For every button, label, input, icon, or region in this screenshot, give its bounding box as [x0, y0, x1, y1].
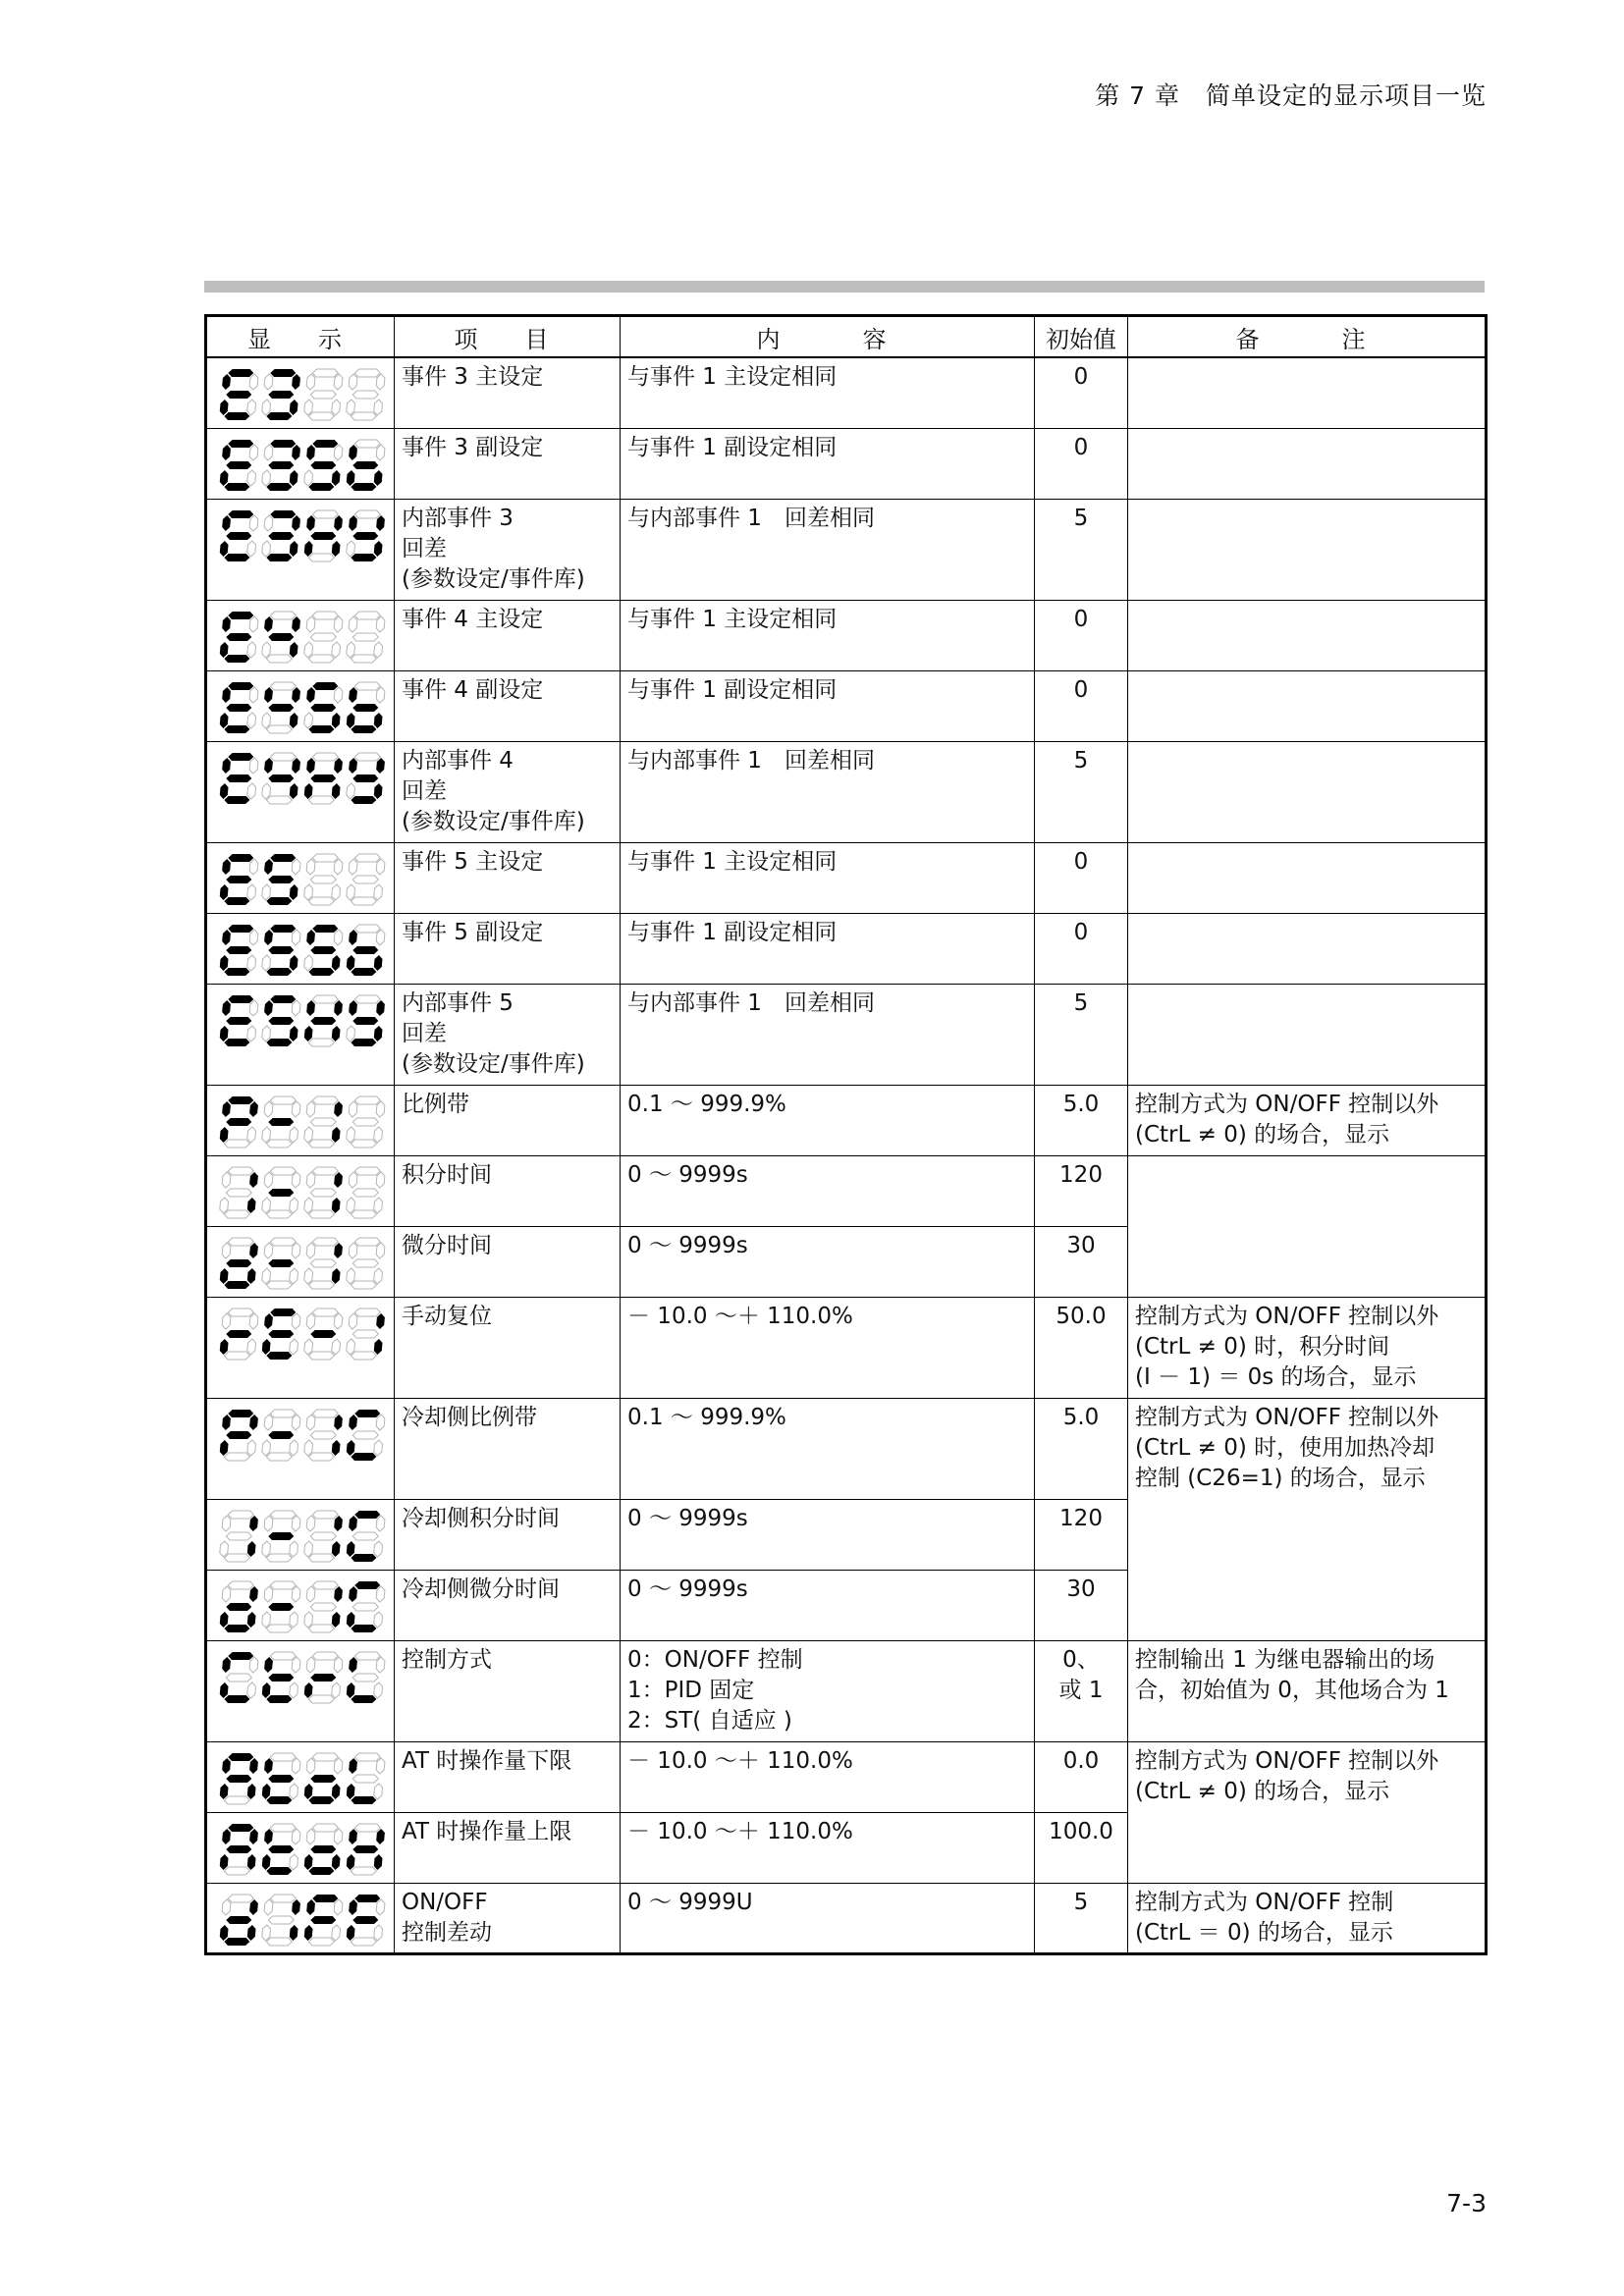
cell-display	[206, 600, 395, 670]
cell-default: 50.0	[1035, 1297, 1128, 1398]
cell-item: AT 时操作量上限	[395, 1812, 621, 1883]
cell-content: 0 ～ 9999s	[621, 1499, 1035, 1570]
cell-content: － 10.0 ～＋ 110.0%	[621, 1297, 1035, 1398]
cell-item: 事件 5 副设定	[395, 913, 621, 984]
chapter-header: 第 7 章 简单设定的显示项目一览	[1095, 81, 1487, 110]
table-row	[206, 1085, 1487, 1155]
cell-note	[1128, 741, 1487, 842]
cell-content: － 10.0 ～＋ 110.0%	[621, 1741, 1035, 1812]
segment-display-CtrL	[217, 1649, 390, 1706]
cell-display	[206, 1741, 395, 1812]
cell-content: 与事件 1 副设定相同	[621, 428, 1035, 499]
cell-content: 与事件 1 副设定相同	[621, 670, 1035, 741]
cell-item: 控制方式	[395, 1640, 621, 1741]
cell-note	[1128, 984, 1487, 1085]
segment-display-E5HY	[217, 992, 390, 1049]
segment-display-E4Sb	[217, 679, 390, 736]
cell-note: 控制方式为 ON/OFF 控制 (CtrL ＝ 0) 的场合，显示	[1128, 1883, 1487, 1953]
cell-default: 0	[1035, 842, 1128, 913]
cell-note	[1128, 842, 1487, 913]
cell-note	[1128, 428, 1487, 499]
table-row	[206, 357, 1487, 428]
table-row	[206, 984, 1487, 1085]
segment-display-I-1C	[217, 1508, 390, 1565]
cell-note: 控制方式为 ON/OFF 控制以外 (CtrL ≠ 0) 的场合，显示	[1128, 1085, 1487, 1155]
cell-display	[206, 1085, 395, 1155]
cell-item: 事件 3 副设定	[395, 428, 621, 499]
cell-default: 0	[1035, 913, 1128, 984]
cell-item: 内部事件 5 回差 (参数设定/事件库)	[395, 984, 621, 1085]
segment-display-AtoH	[217, 1821, 390, 1878]
cell-item: 内部事件 3 回差 (参数设定/事件库)	[395, 499, 621, 600]
table-row	[206, 1155, 1487, 1226]
cell-display	[206, 1155, 395, 1226]
cell-display	[206, 1812, 395, 1883]
cell-content: 0 ～ 9999s	[621, 1226, 1035, 1297]
cell-default: 0	[1035, 600, 1128, 670]
cell-default: 5	[1035, 1883, 1128, 1953]
segment-display-I-1	[217, 1164, 390, 1221]
cell-default: 120	[1035, 1155, 1128, 1226]
col-header-content: 内 容	[621, 316, 1035, 358]
cell-display	[206, 1398, 395, 1499]
segment-display-d-1C	[217, 1578, 390, 1635]
cell-note: 控制方式为 ON/OFF 控制以外 (CtrL ≠ 0) 时，积分时间 (I － 1) ＝ 0s 的场合，显示	[1128, 1297, 1487, 1398]
cell-display	[206, 499, 395, 600]
cell-default: 30	[1035, 1226, 1128, 1297]
cell-display	[206, 741, 395, 842]
cell-default: 30	[1035, 1570, 1128, 1640]
cell-note	[1128, 913, 1487, 984]
cell-item: 比例带	[395, 1085, 621, 1155]
cell-content: 0 ～ 9999s	[621, 1570, 1035, 1640]
cell-default: 100.0	[1035, 1812, 1128, 1883]
cell-content: 0 ～ 9999U	[621, 1883, 1035, 1953]
segment-display-dIFF	[217, 1892, 390, 1949]
table-row	[206, 741, 1487, 842]
cell-note: 控制方式为 ON/OFF 控制以外 (CtrL ≠ 0) 时，使用加热冷却 控制 (C26=1) 的场合，显示	[1128, 1398, 1487, 1640]
cell-note	[1128, 357, 1487, 428]
segment-display-E3	[217, 366, 390, 423]
table-row	[206, 1297, 1487, 1398]
cell-item: ON/OFF 控制差动	[395, 1883, 621, 1953]
cell-item: 事件 3 主设定	[395, 357, 621, 428]
cell-display	[206, 357, 395, 428]
cell-display	[206, 842, 395, 913]
cell-display	[206, 428, 395, 499]
cell-default: 5.0	[1035, 1085, 1128, 1155]
cell-display	[206, 1570, 395, 1640]
segment-display-E4HY	[217, 750, 390, 807]
segment-display-rE-1	[217, 1306, 390, 1362]
segment-display-d-1	[217, 1235, 390, 1292]
cell-default: 5	[1035, 499, 1128, 600]
cell-content: 与内部事件 1 回差相同	[621, 741, 1035, 842]
cell-content: 与事件 1 副设定相同	[621, 913, 1035, 984]
cell-default: 0	[1035, 428, 1128, 499]
cell-default: 5	[1035, 741, 1128, 842]
table-row	[206, 670, 1487, 741]
cell-default: 5.0	[1035, 1398, 1128, 1499]
cell-display	[206, 670, 395, 741]
cell-default: 120	[1035, 1499, 1128, 1570]
cell-content: 与内部事件 1 回差相同	[621, 984, 1035, 1085]
cell-display	[206, 1883, 395, 1953]
table-row	[206, 499, 1487, 600]
cell-default: 0、 或 1	[1035, 1640, 1128, 1741]
cell-note	[1128, 1155, 1487, 1297]
segment-display-E5	[217, 851, 390, 908]
table-row	[206, 1640, 1487, 1741]
table-row	[206, 1398, 1487, 1499]
section-rule	[204, 281, 1485, 293]
segment-display-E3HY	[217, 507, 390, 564]
cell-item: 事件 5 主设定	[395, 842, 621, 913]
cell-item: AT 时操作量下限	[395, 1741, 621, 1812]
cell-content: 与事件 1 主设定相同	[621, 357, 1035, 428]
cell-content: 0 ～ 9999s	[621, 1155, 1035, 1226]
cell-display	[206, 1499, 395, 1570]
cell-item: 内部事件 4 回差 (参数设定/事件库)	[395, 741, 621, 842]
cell-display	[206, 1226, 395, 1297]
cell-content: 0.1 ～ 999.9%	[621, 1398, 1035, 1499]
cell-item: 积分时间	[395, 1155, 621, 1226]
table-row	[206, 600, 1487, 670]
table-row	[206, 1883, 1487, 1953]
cell-content: 0：ON/OFF 控制 1：PID 固定 2：ST( 自适应 )	[621, 1640, 1035, 1741]
col-header-display: 显 示	[206, 316, 395, 358]
cell-item: 冷却侧比例带	[395, 1398, 621, 1499]
table-row	[206, 913, 1487, 984]
table-row	[206, 842, 1487, 913]
cell-item: 事件 4 主设定	[395, 600, 621, 670]
cell-content: － 10.0 ～＋ 110.0%	[621, 1812, 1035, 1883]
cell-content: 与事件 1 主设定相同	[621, 600, 1035, 670]
settings-table	[204, 314, 1488, 1955]
segment-display-P-1C	[217, 1407, 390, 1464]
segment-display-P-1	[217, 1094, 390, 1150]
cell-default: 5	[1035, 984, 1128, 1085]
segment-display-AtoL	[217, 1750, 390, 1807]
col-header-note: 备 注	[1128, 316, 1487, 358]
cell-note: 控制方式为 ON/OFF 控制以外 (CtrL ≠ 0) 的场合，显示	[1128, 1741, 1487, 1883]
cell-display	[206, 1297, 395, 1398]
page-number: 7-3	[1446, 2189, 1487, 2217]
segment-display-E3Sb	[217, 437, 390, 494]
col-header-default: 初始值	[1035, 316, 1128, 358]
cell-item: 冷却侧微分时间	[395, 1570, 621, 1640]
cell-note	[1128, 499, 1487, 600]
segment-display-E4	[217, 609, 390, 666]
cell-item: 事件 4 副设定	[395, 670, 621, 741]
cell-default: 0	[1035, 357, 1128, 428]
cell-item: 微分时间	[395, 1226, 621, 1297]
cell-display	[206, 1640, 395, 1741]
table-row	[206, 1741, 1487, 1812]
col-header-item: 项 目	[395, 316, 621, 358]
cell-note: 控制输出 1 为继电器输出的场 合，初始值为 0，其他场合为 1	[1128, 1640, 1487, 1741]
cell-default: 0.0	[1035, 1741, 1128, 1812]
table-header-row	[206, 316, 1487, 358]
cell-display	[206, 913, 395, 984]
cell-content: 与内部事件 1 回差相同	[621, 499, 1035, 600]
cell-item: 手动复位	[395, 1297, 621, 1398]
cell-display	[206, 984, 395, 1085]
cell-note	[1128, 670, 1487, 741]
cell-note	[1128, 600, 1487, 670]
segment-display-E5Sb	[217, 922, 390, 979]
table-row	[206, 428, 1487, 499]
cell-content: 0.1 ～ 999.9%	[621, 1085, 1035, 1155]
cell-item: 冷却侧积分时间	[395, 1499, 621, 1570]
cell-content: 与事件 1 主设定相同	[621, 842, 1035, 913]
cell-default: 0	[1035, 670, 1128, 741]
